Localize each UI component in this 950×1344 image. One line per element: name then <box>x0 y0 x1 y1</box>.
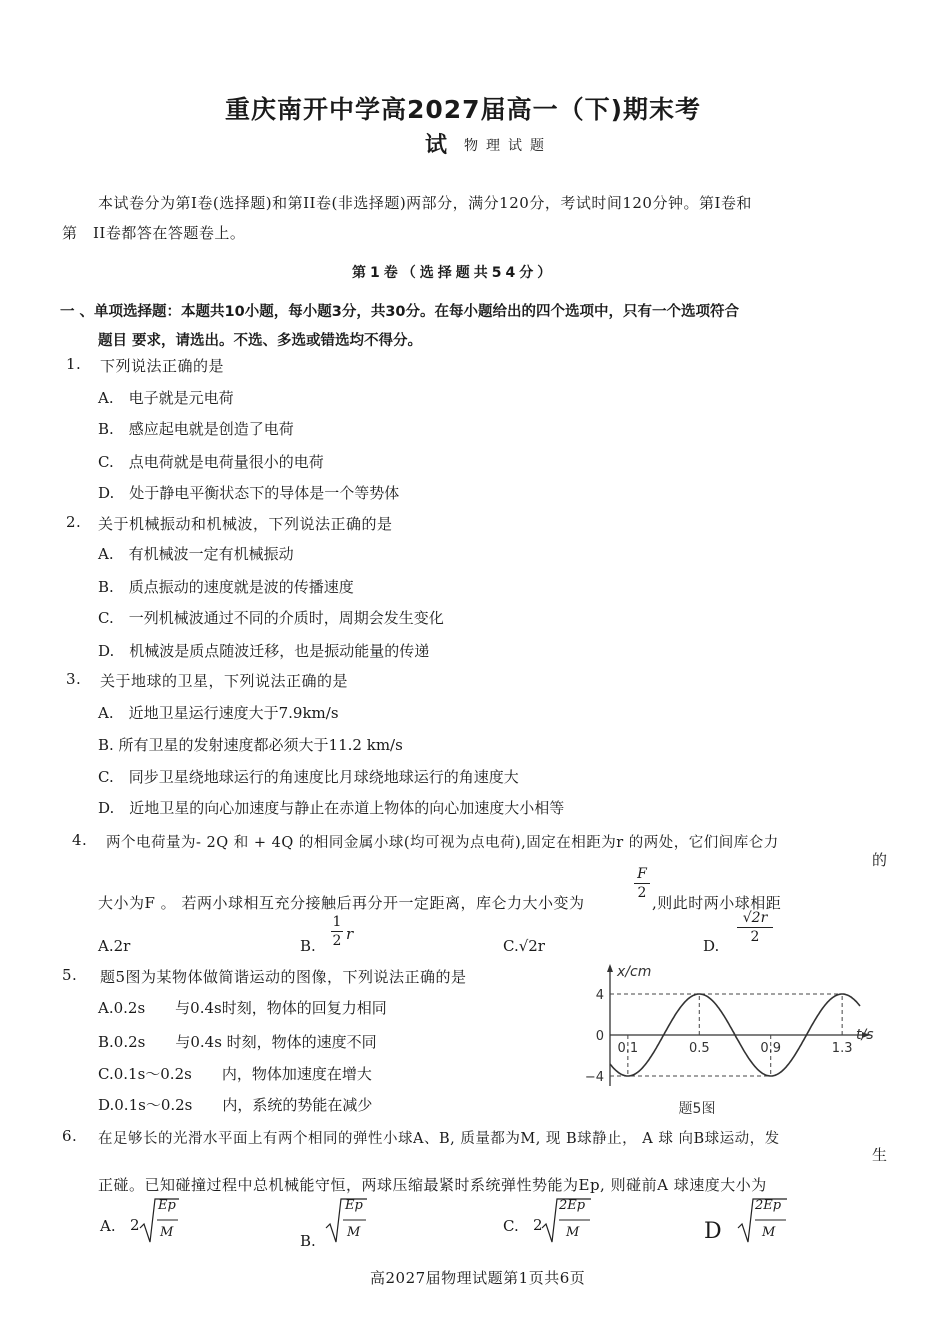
page-footer: 高2027届物理试题第1页共6页 <box>370 1269 586 1287</box>
q3-option-c: C. 同步卫星绕地球运行的角速度比月球绕地球运行的角速度大 <box>98 768 519 786</box>
q3-number: 3. <box>66 670 82 688</box>
q6-option-c-coef: 2 <box>533 1216 543 1234</box>
section-instructions-1: 一 、单项选择题：本题共10小题，每小题3分，共30分。在每小题给出的四个选项中，只有一个选项符合 <box>60 304 739 320</box>
q6-option-a-num: Ep <box>158 1198 176 1213</box>
y-tick-label: 0 <box>595 1029 604 1044</box>
q1-option-a: A. 电子就是元电荷 <box>98 389 234 407</box>
q4-option-b-var: r <box>346 925 354 943</box>
q1-option-c: C. 点电荷就是电荷量很小的电荷 <box>98 453 324 471</box>
q5-number: 5. <box>62 966 78 984</box>
q6-option-d-num: 2Ep <box>755 1198 782 1213</box>
section-title: 第1卷（选择题共54分） <box>352 265 556 281</box>
x-tick-label: 0.1 <box>617 1041 639 1056</box>
q1-option-d: D. 处于静电平衡状态下的导体是一个等势体 <box>98 484 400 502</box>
y-tick-label: 4 <box>595 988 604 1003</box>
q5-option-a: A.0.2s 与0.4s时刻，物体的回复力相同 <box>98 999 387 1017</box>
q5-option-d: D.0.1s～0.2s 内，系统的势能在减少 <box>98 1096 373 1114</box>
q4-option-b-label: B. <box>300 937 316 955</box>
q6-stem-sheng: 生 <box>872 1146 888 1164</box>
q4-stem-line-1: 两个电荷量为- 2Q 和 + 4Q 的相同金属小球(均可视为点电荷),固定在相距为r 的两处，它们间库仑力 <box>106 835 779 851</box>
q4-d-denominator: 2 <box>750 929 760 945</box>
q4-stem-line-2b: ,则此时两小球相距 <box>652 894 782 912</box>
q6-option-d-den: M <box>762 1225 776 1240</box>
q4-b-numerator: 1 <box>332 914 342 930</box>
q4-frac-denominator: 2 <box>637 885 647 901</box>
q2-number: 2. <box>66 513 82 531</box>
q2-option-a: A. 有机械波一定有机械振动 <box>98 545 294 563</box>
section-instructions-2: 题目 要求，请选出。不选、多选或错选均不得分。 <box>98 333 423 349</box>
q4-option-c: C.√2r <box>503 937 545 955</box>
q4-d-numerator: √2r <box>742 910 768 926</box>
intro-line-2: 第 II卷都答在答题卷上。 <box>62 224 246 242</box>
page-subtitle-main: 试 <box>425 133 448 158</box>
q3-option-a: A. 近地卫星运行速度大于7.9km/s <box>98 704 339 722</box>
q5-option-b: B.0.2s 与0.4s 时刻，物体的速度不同 <box>98 1033 377 1051</box>
x-tick-label: 0.5 <box>688 1041 710 1056</box>
q4-option-d-fraction <box>737 910 773 945</box>
q6-stem-line-1: 在足够长的光滑水平面上有两个相同的弹性小球A、B, 质量都为M, 现 B球静止， A 球 向B球运动，发 <box>98 1131 780 1147</box>
q6-option-a-coef: 2 <box>130 1216 140 1234</box>
y-axis-label: x/cm <box>617 964 652 980</box>
x-axis-label: t/s <box>856 1027 874 1043</box>
q6-option-c-den: M <box>566 1225 580 1240</box>
q4-b-denominator: 2 <box>332 933 342 949</box>
q6-option-a-label: A. <box>100 1217 116 1235</box>
q6-stem-line-2: 正碰。已知碰撞过程中总机械能守恒，两球压缩最紧时系统弹性势能为Ep, 则碰前A 球速度大小为 <box>98 1176 767 1194</box>
q1-stem: 下列说法正确的是 <box>100 357 225 375</box>
chart-title: 题5图 <box>678 1101 716 1117</box>
q5-stem: 题5图为某物体做简谐运动的图像，下列说法正确的是 <box>100 968 467 986</box>
q6-option-a-den: M <box>160 1225 174 1240</box>
y-axis-arrow-icon <box>607 964 613 972</box>
q3-stem: 关于地球的卫星，下列说法正确的是 <box>100 672 349 690</box>
q6-option-b-den: M <box>347 1225 361 1240</box>
page-title: 重庆南开中学高2027届高一（下)期末考 <box>225 95 702 124</box>
q3-option-d: D. 近地卫星的向心加速度与静止在赤道上物体的向心加速度大小相等 <box>98 799 565 817</box>
x-tick-label: 1.3 <box>831 1041 853 1056</box>
q6-option-c-num: 2Ep <box>559 1198 586 1213</box>
q3-option-b: B. 所有卫星的发射速度都必须大于11.2 km/s <box>98 736 403 754</box>
q4-stem-de: 的 <box>872 851 888 869</box>
q4-stem-line-2a: 大小为F 。 若两小球相互充分接触后再分开一定距离，库仑力大小变为 <box>98 894 585 912</box>
q1-option-b: B. 感应起电就是创造了电荷 <box>98 420 294 438</box>
q4-option-a: A.2r <box>98 937 131 955</box>
q6-option-b-num: Ep <box>345 1198 363 1213</box>
q1-number: 1. <box>66 355 82 373</box>
q2-option-d: D. 机械波是质点随波迁移，也是振动能量的传递 <box>98 642 430 660</box>
q6-number: 6. <box>62 1127 78 1145</box>
q2-option-b: B. 质点振动的速度就是波的传播速度 <box>98 578 354 596</box>
q6-option-c-label: C. <box>503 1217 519 1235</box>
q4-number: 4. <box>72 831 88 849</box>
q2-stem: 关于机械振动和机械波，下列说法正确的是 <box>98 515 393 533</box>
page-subtitle: 物理试题 <box>464 138 552 154</box>
x-tick-label: 0.9 <box>760 1041 782 1056</box>
q4-fraction-f-over-2 <box>634 866 650 901</box>
intro-line-1: 本试卷分为第I卷(选择题)和第II卷(非选择题)两部分，满分120分，考试时间120分钟。第I卷和 <box>98 194 752 212</box>
q4-frac-numerator: F <box>637 866 647 882</box>
q6-option-b-label: B. <box>300 1232 316 1250</box>
q4-option-b-fraction <box>331 914 343 949</box>
q2-option-c: C. 一列机械波通过不同的介质时，周期会发生变化 <box>98 609 444 627</box>
y-tick-label: −4 <box>585 1070 604 1085</box>
q5-shm-graph <box>585 958 885 1123</box>
q6-option-d-label: D <box>704 1219 722 1244</box>
q5-option-c: C.0.1s～0.2s 内，物体加速度在增大 <box>98 1065 372 1083</box>
q4-option-d-label: D. <box>703 937 720 955</box>
